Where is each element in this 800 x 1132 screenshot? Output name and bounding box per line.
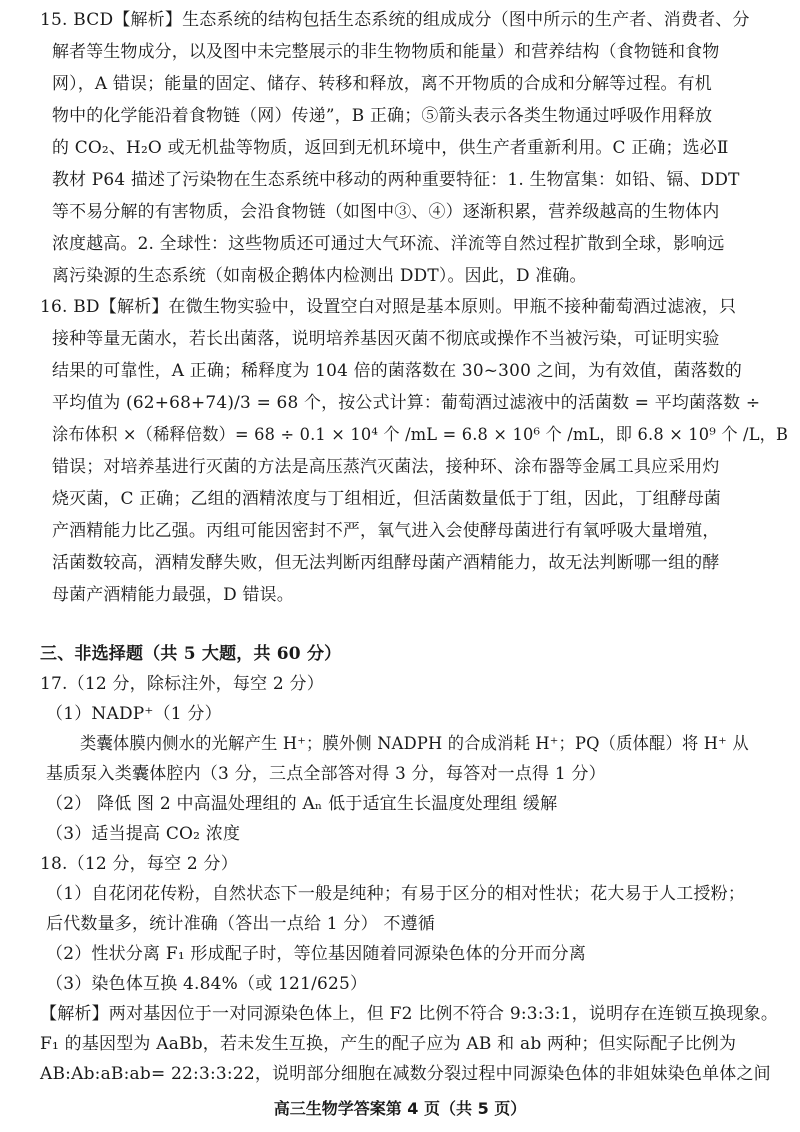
q17-part-1-explain-1: 类囊体膜内侧水的光解产生 H⁺；膜外侧 NADPH 的合成消耗 H⁺；PQ（质体醌）将 H⁺ 从 — [80, 734, 749, 754]
q16-line-10: 母菌产酒精能力最强，D 错误。 — [52, 585, 294, 605]
q16-line-9: 活菌数较高，酒精发酵失败，但无法判断丙组酵母菌产酒精能力，故无法判断哪一组的酵 — [52, 553, 720, 573]
q15-line-9: 离污染源的生态系统（如南极企鹅体内检测出 DDT）。因此，D 准确。 — [52, 266, 587, 286]
q18-analysis-3: AB:Ab:aB:ab= 22:3:3:22，说明部分细胞在减数分裂过程中同源染色体的非姐妹染色单体之间 — [40, 1064, 771, 1084]
q16-line-3: 结果的可靠性，A 正确；稀释度为 104 倍的菌落数在 30~300 之间，为有效值，菌落数的 — [52, 361, 743, 381]
q16-line-1: 16. BD【解析】在微生物实验中，设置空白对照是基本原则。甲瓶不接种葡萄酒过滤液，只 — [40, 297, 737, 317]
q17-heading: 17.（12 分，除标注外，每空 2 分） — [40, 674, 324, 694]
q17-part-1: （1）NADP⁺（1 分） — [46, 704, 222, 724]
q17-part-1-explain-2: 基质泵入类囊体腔内（3 分，三点全部答对得 3 分，每答对一点得 1 分） — [46, 764, 606, 784]
q18-part-1-cont: 后代数量多，统计准确（答出一点给 1 分） 不遵循 — [46, 914, 436, 934]
q17-part-2: （2） 降低 图 2 中高温处理组的 Aₙ 低于适宜生长温度处理组 缓解 — [46, 794, 558, 814]
q16-line-5: 涂布体积 ×（稀释倍数）= 68 ÷ 0.1 × 10⁴ 个 /mL = 6.8 × 10⁶ 个 /mL，即 6.8 × 10⁹ 个 /L，B — [52, 425, 789, 445]
q15-line-6: 教材 P64 描述了污染物在生态系统中移动的两种重要特征：1. 生物富集：如铅、镉、DDT — [52, 170, 740, 190]
q15-line-8: 浓度越高。2. 全球性：这些物质还可通过大气环流、洋流等自然过程扩散到全球，影响远 — [52, 234, 725, 254]
q18-part-3: （3）染色体互换 4.84%（或 121/625） — [46, 974, 368, 994]
q15-line-4: 物中的化学能沿着食物链（网）传递”，B 正确；⑤箭头表示各类生物通过呼吸作用释放 — [52, 106, 713, 126]
section-heading: 三、非选择题（共 5 大题，共 60 分） — [40, 644, 342, 664]
page-footer: 高三生物学答案第 4 页（共 5 页） — [273, 1099, 527, 1118]
q15-line-3: 网），A 错误；能量的固定、储存、转移和释放，离不开物质的合成和分解等过程。有机 — [52, 74, 712, 94]
q18-analysis-1: 【解析】两对基因位于一对同源染色体上，但 F2 比例不符合 9:3:3:1，说明存在连锁互换现象。 — [40, 1004, 779, 1024]
q15-line-7: 等不易分解的有害物质，会沿食物链（如图中③、④）逐渐积累，营养级越高的生物体内 — [52, 202, 720, 222]
q18-analysis-2: F₁ 的基因型为 AaBb，若未发生互换，产生的配子应为 AB 和 ab 两种；但实际配子比例为 — [40, 1034, 737, 1054]
q18-part-2: （2）性状分离 F₁ 形成配子时，等位基因随着同源染色体的分开而分离 — [46, 944, 587, 964]
q16-line-8: 产酒精能力比乙强。丙组可能因密封不严，氧气进入会使酵母菌进行有氧呼吸大量增殖， — [52, 521, 720, 541]
q16-line-7: 烧灭菌，C 正确；乙组的酒精浓度与丁组相近，但活菌数量低于丁组，因此，丁组酵母菌 — [52, 489, 722, 509]
q18-part-1: （1）自花闭花传粉，自然状态下一般是纯种；有易于区分的相对性状；花大易于人工授粉； — [46, 884, 746, 904]
q15-line-5: 的 CO₂、H₂O 或无机盐等物质，返回到无机环境中，供生产者重新利用。C 正确；选必Ⅱ — [52, 138, 729, 158]
q17-part-3: （3）适当提高 CO₂ 浓度 — [46, 824, 241, 844]
q15-line-2: 解者等生物成分，以及图中未完整展示的非生物物质和能量）和营养结构（食物链和食物 — [52, 42, 720, 62]
q16-line-2: 接种等量无菌水，若长出菌落，说明培养基因灭菌不彻底或操作不当被污染，可证明实验 — [52, 329, 720, 349]
q16-line-4: 平均值为 (62+68+74)/3 = 68 个，按公式计算：葡萄酒过滤液中的活菌数 = 平均菌落数 ÷ — [52, 393, 761, 413]
q15-line-1: 15. BCD【解析】生态系统的结构包括生态系统的组成成分（图中所示的生产者、消费者、分 — [40, 10, 750, 30]
q16-line-6: 错误；对培养基进行灭菌的方法是高压蒸汽灭菌法，接种环、涂布器等金属工具应采用灼 — [52, 457, 720, 477]
q18-heading: 18.（12 分，每空 2 分） — [40, 854, 238, 874]
